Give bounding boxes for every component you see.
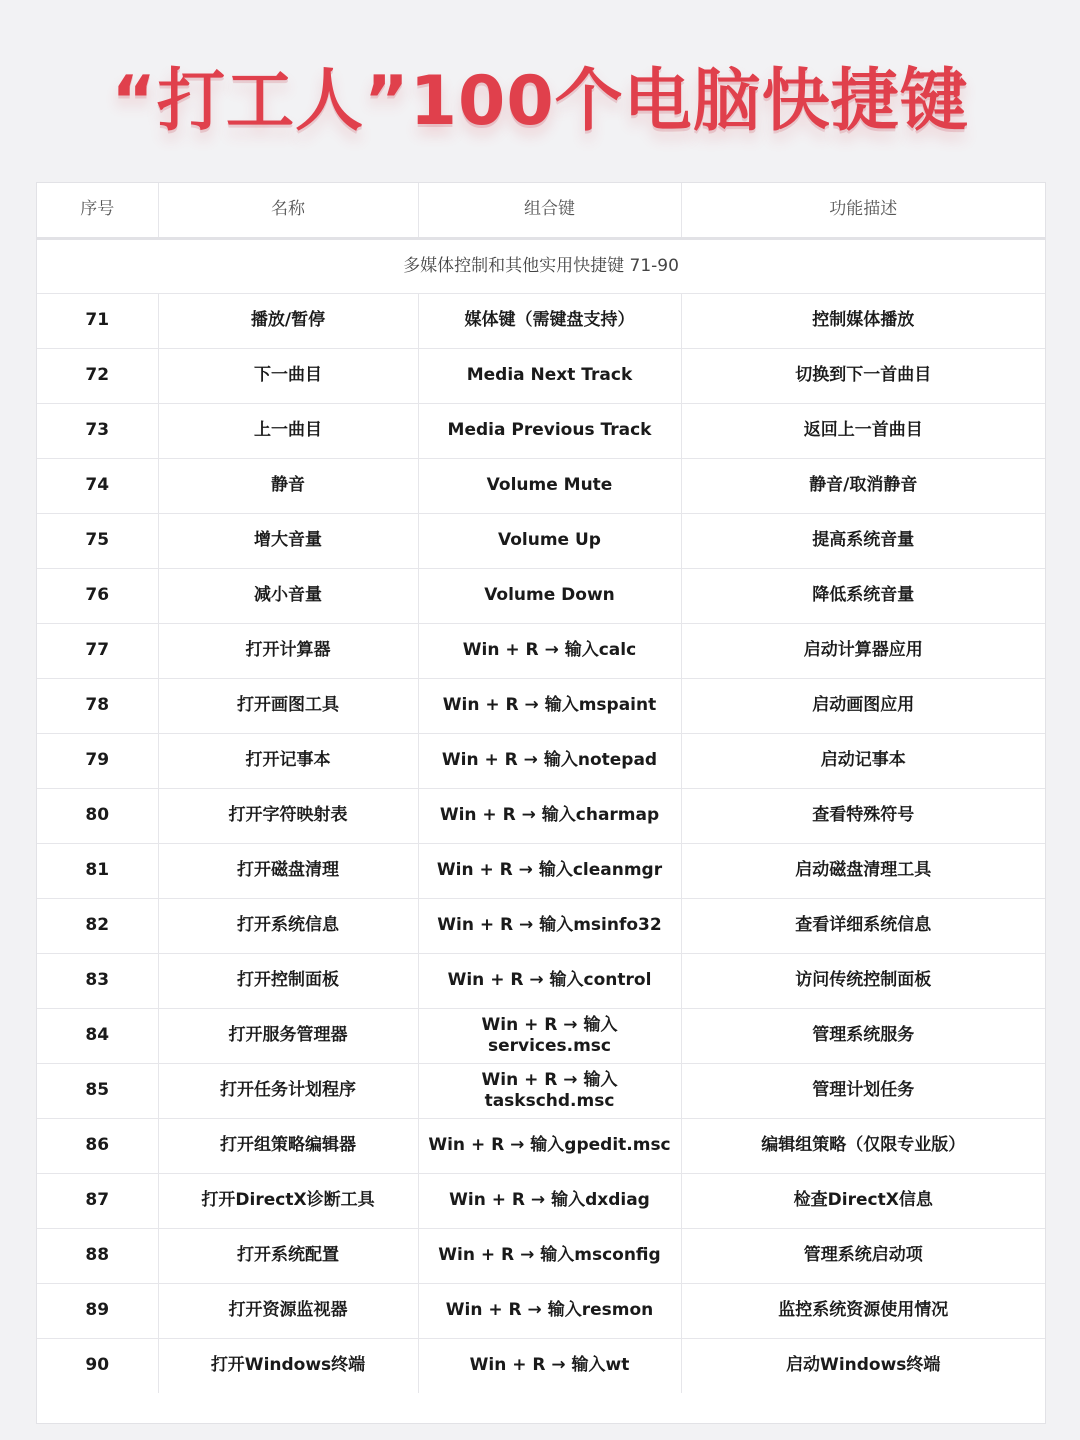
row-description: 查看详细系统信息 bbox=[681, 898, 1045, 953]
row-name: 打开字符映射表 bbox=[158, 788, 418, 843]
row-keys: Win + R → 输入gpedit.msc bbox=[418, 1118, 681, 1173]
row-name: 打开计算器 bbox=[158, 623, 418, 678]
row-keys: Volume Mute bbox=[418, 458, 681, 513]
header-description: 功能描述 bbox=[681, 183, 1045, 238]
row-keys: Win + R → 输入msinfo32 bbox=[418, 898, 681, 953]
row-description: 返回上一首曲目 bbox=[681, 403, 1045, 458]
row-description: 切换到下一首曲目 bbox=[681, 348, 1045, 403]
header-index: 序号 bbox=[37, 183, 158, 238]
row-index: 74 bbox=[37, 458, 158, 513]
row-name: 下一曲目 bbox=[158, 348, 418, 403]
header-keys: 组合键 bbox=[418, 183, 681, 238]
row-description: 降低系统音量 bbox=[681, 568, 1045, 623]
row-index: 85 bbox=[37, 1063, 158, 1118]
row-index: 72 bbox=[37, 348, 158, 403]
row-description: 启动磁盘清理工具 bbox=[681, 843, 1045, 898]
table-row bbox=[37, 733, 1045, 788]
table-row bbox=[37, 513, 1045, 568]
table-row bbox=[37, 293, 1045, 348]
row-name: 打开控制面板 bbox=[158, 953, 418, 1008]
table-row bbox=[37, 1173, 1045, 1228]
shortcut-table bbox=[36, 182, 1046, 1424]
row-keys: Win + R → 输入notepad bbox=[418, 733, 681, 788]
row-keys: 媒体键（需键盘支持） bbox=[418, 293, 681, 348]
row-name: 打开DirectX诊断工具 bbox=[158, 1173, 418, 1228]
row-description: 检查DirectX信息 bbox=[681, 1173, 1045, 1228]
row-index: 81 bbox=[37, 843, 158, 898]
row-description: 启动Windows终端 bbox=[786, 1355, 941, 1376]
table-row bbox=[37, 1118, 1045, 1173]
row-keys: Volume Down bbox=[418, 568, 681, 623]
header-name: 名称 bbox=[158, 183, 418, 238]
row-name: 打开服务管理器 bbox=[158, 1008, 418, 1063]
row-description: 管理系统启动项 bbox=[681, 1228, 1045, 1283]
row-keys: Win + R → 输入msconfig bbox=[418, 1228, 681, 1283]
table-row bbox=[37, 403, 1045, 458]
table-row bbox=[37, 1228, 1045, 1283]
row-keys: Volume Up bbox=[418, 513, 681, 568]
row-index: 86 bbox=[37, 1118, 158, 1173]
row-description: 编辑组策略（仅限专业版） bbox=[681, 1118, 1045, 1173]
row-description: 查看特殊符号 bbox=[681, 788, 1045, 843]
row-index: 83 bbox=[37, 953, 158, 1008]
table-header-row bbox=[37, 183, 1045, 238]
row-index: 71 bbox=[37, 293, 158, 348]
row-index: 90 bbox=[37, 1338, 158, 1393]
section-row bbox=[37, 238, 1045, 293]
table-row bbox=[37, 348, 1045, 403]
section-title: 多媒体控制和其他实用快捷键 71-90 bbox=[37, 238, 1045, 293]
table-row bbox=[37, 678, 1045, 733]
row-index: 80 bbox=[37, 788, 158, 843]
row-keys: Win + R → 输入cleanmgr bbox=[418, 843, 681, 898]
table-row bbox=[37, 458, 1045, 513]
row-description: 提高系统音量 bbox=[681, 513, 1045, 568]
row-description: 管理计划任务 bbox=[681, 1063, 1045, 1118]
table-row bbox=[37, 843, 1045, 898]
row-index: 77 bbox=[37, 623, 158, 678]
table-row bbox=[37, 953, 1045, 1008]
table-row bbox=[37, 1338, 1045, 1393]
row-name: 增大音量 bbox=[158, 513, 418, 568]
row-name: 播放/暂停 bbox=[158, 293, 418, 348]
row-keys: Win + R → 输入calc bbox=[418, 623, 681, 678]
table-row bbox=[37, 788, 1045, 843]
row-index: 75 bbox=[37, 513, 158, 568]
row-name: 上一曲目 bbox=[158, 403, 418, 458]
row-keys: Win + R → 输入dxdiag bbox=[418, 1173, 681, 1228]
row-name: 打开系统信息 bbox=[158, 898, 418, 953]
row-keys: Win + R → 输入wt bbox=[418, 1338, 681, 1393]
row-description: 启动画图应用 bbox=[681, 678, 1045, 733]
row-index: 79 bbox=[37, 733, 158, 788]
row-keys: Win + R → 输入 services.msc bbox=[418, 1008, 681, 1063]
row-name: 打开记事本 bbox=[158, 733, 418, 788]
row-name: 打开资源监视器 bbox=[158, 1283, 418, 1338]
row-description: 控制媒体播放 bbox=[681, 293, 1045, 348]
row-index: 78 bbox=[37, 678, 158, 733]
row-description: 静音/取消静音 bbox=[681, 458, 1045, 513]
row-index: 82 bbox=[37, 898, 158, 953]
row-keys: Media Previous Track bbox=[418, 403, 681, 458]
row-description: 监控系统资源使用情况 bbox=[681, 1283, 1045, 1338]
row-index: 87 bbox=[37, 1173, 158, 1228]
row-keys: Win + R → 输入mspaint bbox=[418, 678, 681, 733]
row-description: 访问传统控制面板 bbox=[681, 953, 1045, 1008]
row-index: 84 bbox=[37, 1008, 158, 1063]
row-keys: Win + R → 输入control bbox=[418, 953, 681, 1008]
row-index: 73 bbox=[37, 403, 158, 458]
row-name: 打开系统配置 bbox=[158, 1228, 418, 1283]
row-index: 89 bbox=[37, 1283, 158, 1338]
table-row bbox=[37, 568, 1045, 623]
row-name: 打开画图工具 bbox=[158, 678, 418, 733]
row-name: 打开组策略编辑器 bbox=[158, 1118, 418, 1173]
row-name: 打开Windows终端 bbox=[158, 1338, 418, 1393]
row-name: 打开磁盘清理 bbox=[158, 843, 418, 898]
row-index: 88 bbox=[37, 1228, 158, 1283]
row-keys: Win + R → 输入charmap bbox=[418, 788, 681, 843]
table-row bbox=[37, 1283, 1045, 1338]
row-name: 减小音量 bbox=[158, 568, 418, 623]
row-description: 启动计算器应用 bbox=[681, 623, 1045, 678]
row-index: 76 bbox=[37, 568, 158, 623]
table-row bbox=[37, 1008, 1045, 1063]
row-name: 打开任务计划程序 bbox=[158, 1063, 418, 1118]
table-row bbox=[37, 898, 1045, 953]
row-description: 启动记事本 bbox=[681, 733, 1045, 788]
row-keys: Win + R → 输入 taskschd.msc bbox=[418, 1063, 681, 1118]
row-keys: Win + R → 输入resmon bbox=[418, 1283, 681, 1338]
row-description: 管理系统服务 bbox=[681, 1008, 1045, 1063]
table-row bbox=[37, 1063, 1045, 1118]
page-title: “打工人”100个电脑快捷键 bbox=[111, 62, 969, 141]
row-keys: Media Next Track bbox=[418, 348, 681, 403]
table-row bbox=[37, 623, 1045, 678]
row-name: 静音 bbox=[158, 458, 418, 513]
